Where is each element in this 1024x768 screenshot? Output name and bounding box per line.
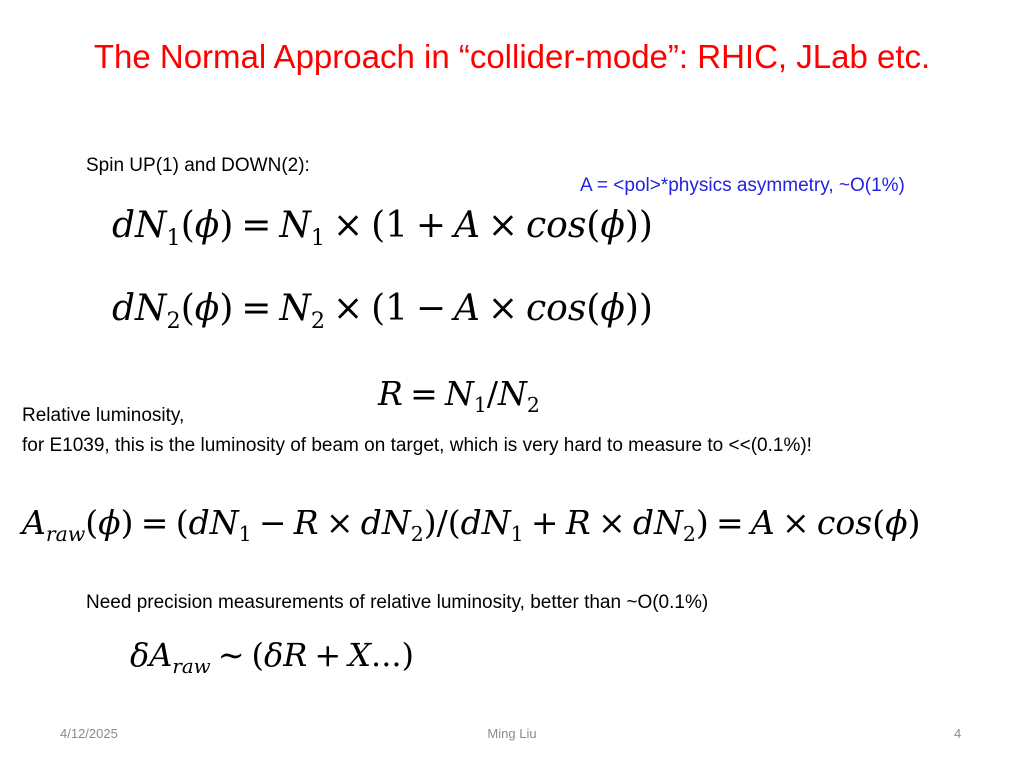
relative-luminosity-label: Relative luminosity, xyxy=(22,405,185,426)
equation-dn2: $dN_2(\phi) = N_2 \times (1 - A \times \cos(\phi))$ xyxy=(112,288,653,334)
slide-title: The Normal Approach in “collider-mode”: RHIC, JLab etc. xyxy=(93,38,931,75)
equation-araw: $A_{raw}(\phi) = (dN_1 - R \times dN_2)/(dN_1 + R \times dN_2) = A \times \cos(\phi)$ xyxy=(22,503,921,547)
footer-date: 4/12/2025 xyxy=(60,726,118,741)
footer-page-number: 4 xyxy=(954,726,962,741)
equation-ratio: $R = N_1/N_2$ xyxy=(378,374,540,418)
footer-author: Ming Liu xyxy=(487,726,537,741)
precision-note: Need precision measurements of relative luminosity, better than ~O(0.1%) xyxy=(86,592,709,613)
spin-label: Spin UP(1) and DOWN(2): xyxy=(86,155,310,176)
asymmetry-note: A = <pol>*physics asymmetry, ~O(1%) xyxy=(580,175,905,196)
equation-dn1: $dN_1(\phi) = N_1 \times (1 + A \times \cos(\phi))$ xyxy=(112,205,653,251)
relative-luminosity-detail: for E1039, this is the luminosity of beam on target, which is very hard to measure to <<(0.1%)! xyxy=(22,435,812,456)
equation-delta-araw: $\delta A_{raw}$ ∼ (δR + X...) xyxy=(130,636,415,678)
